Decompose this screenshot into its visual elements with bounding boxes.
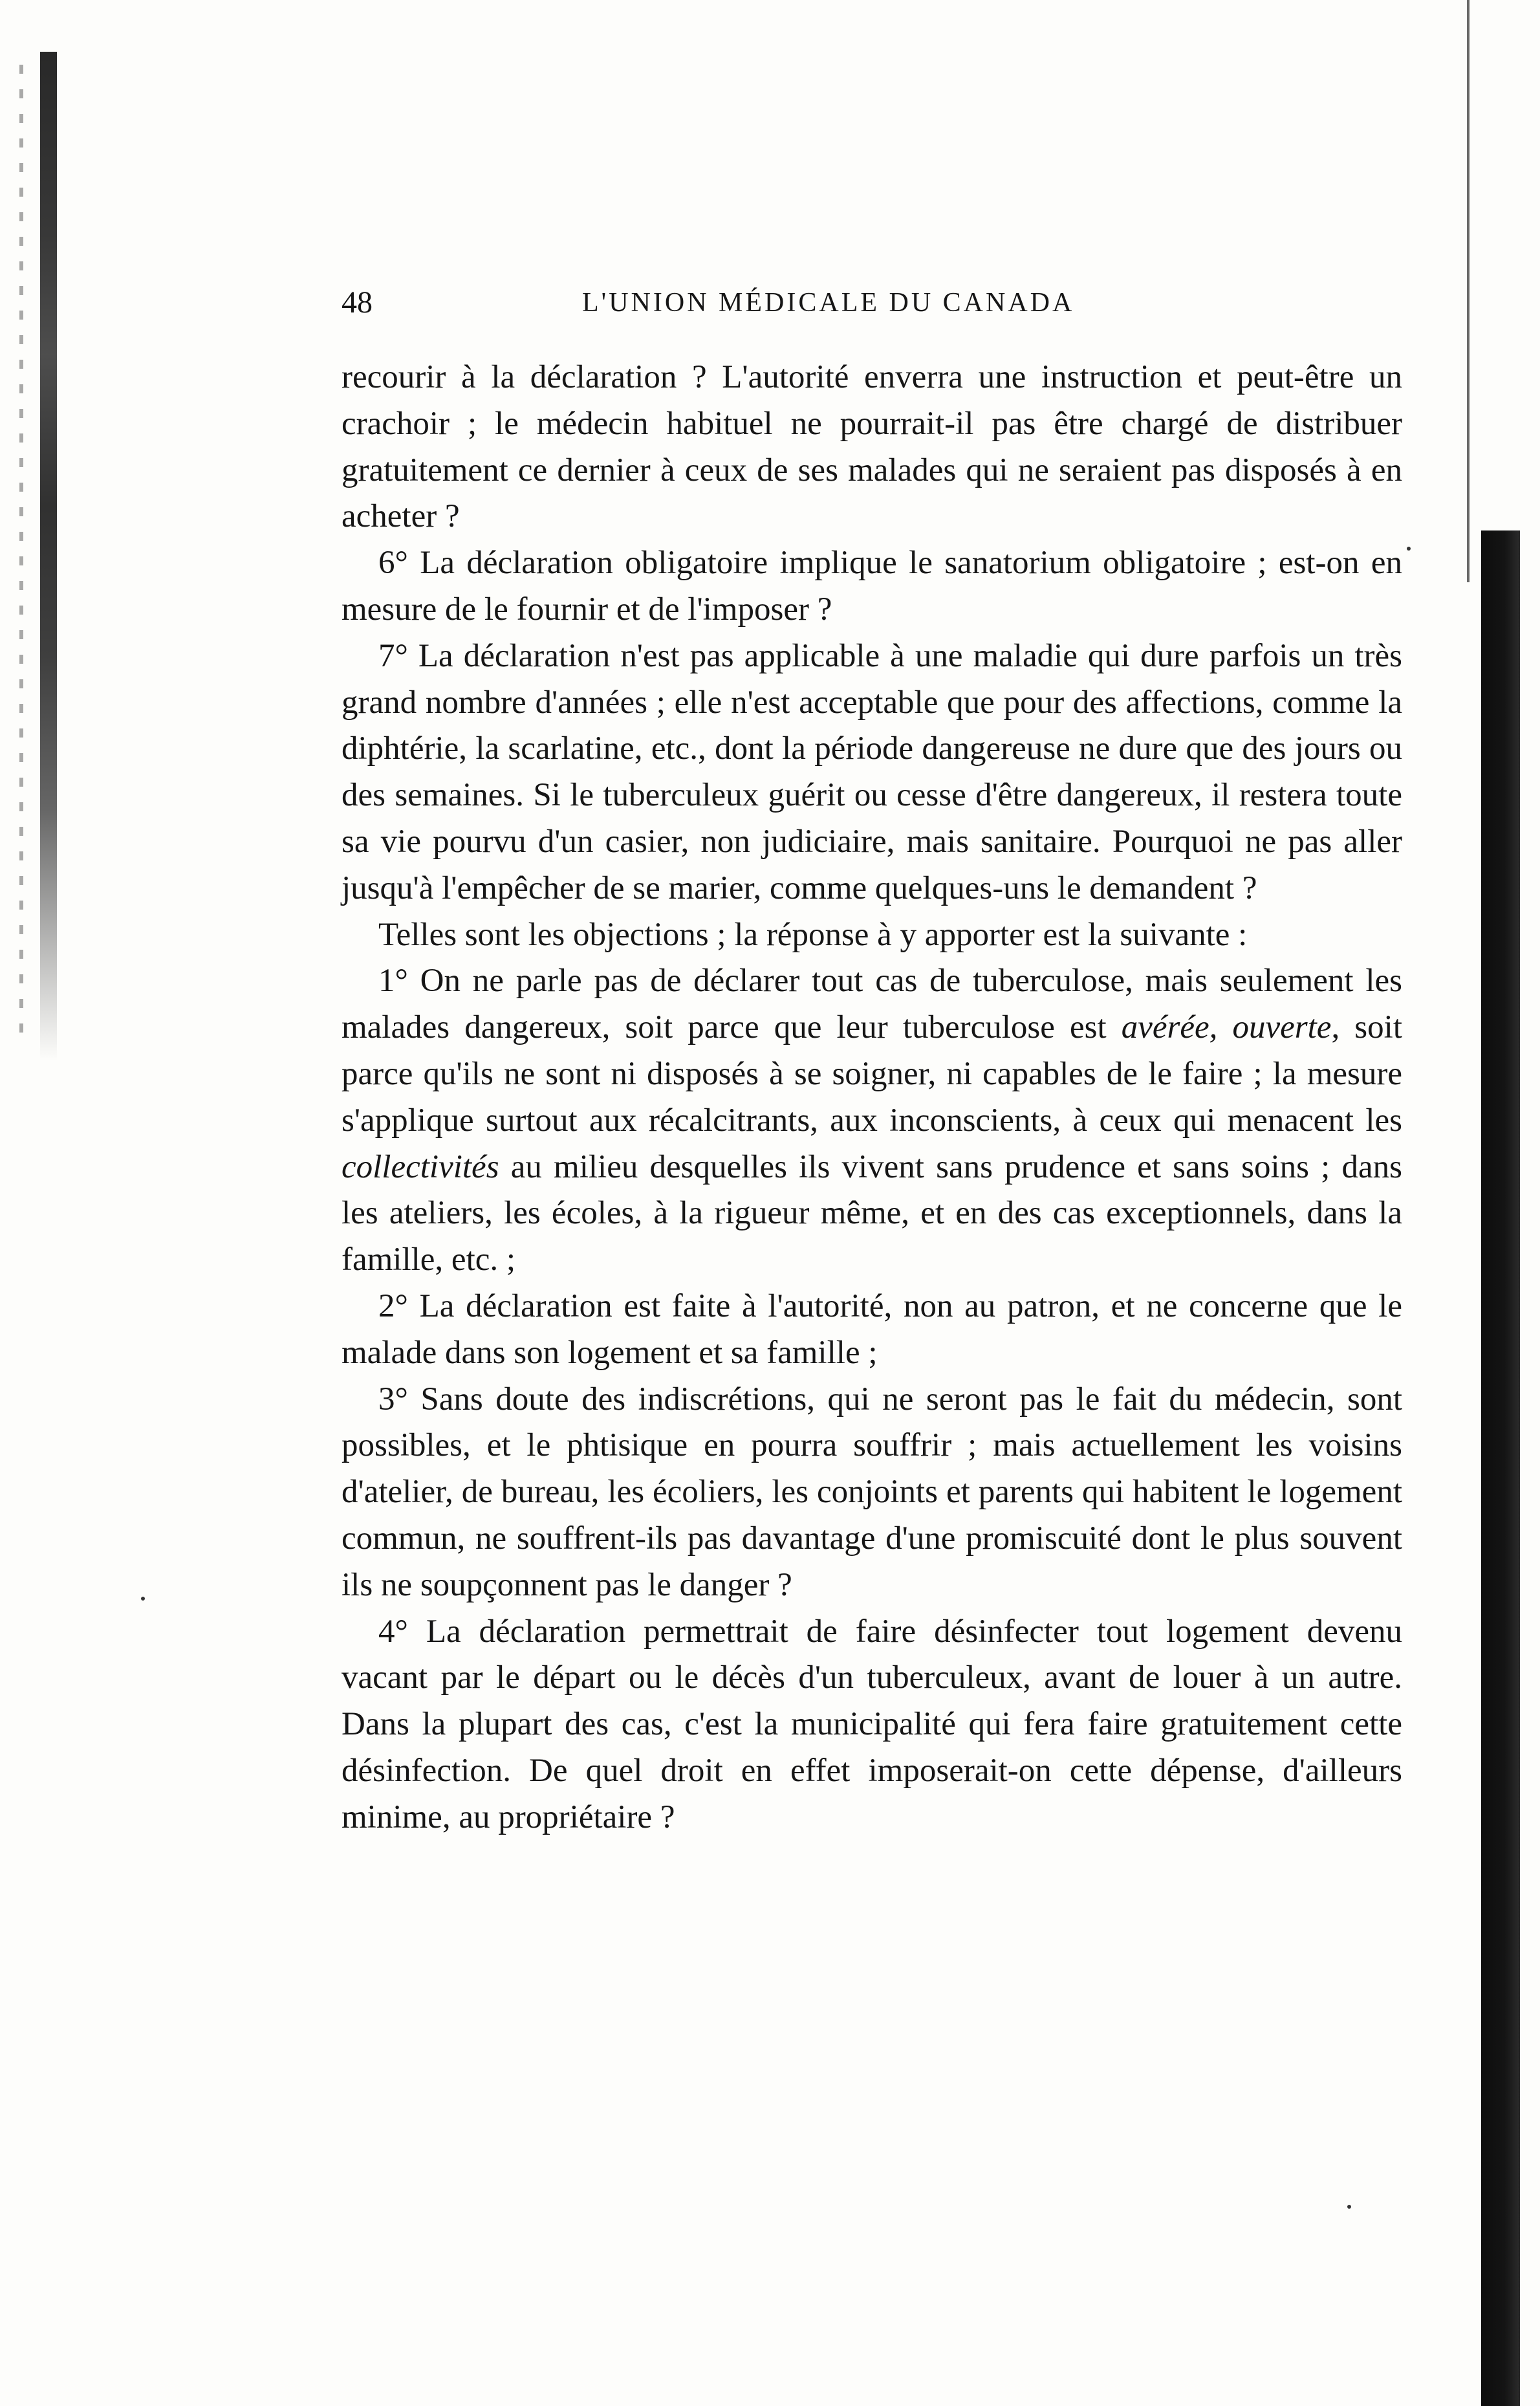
scan-speck bbox=[1407, 547, 1411, 551]
paragraph-response-1 bbox=[342, 958, 1402, 1284]
scan-speck bbox=[1347, 2205, 1351, 2209]
text-segment: au milieu desquelles ils vivent sans prudence et sans soins ; dans les ateliers, les écoles, à la rigueur même, et en des cas exceptionnels, dans la famille, etc. ; bbox=[342, 1148, 1402, 1278]
page-number: 48 bbox=[342, 285, 373, 320]
paragraph-response-3 bbox=[342, 1377, 1402, 1609]
italic-text: collectivités bbox=[342, 1148, 499, 1185]
text-segment: 7° La déclaration n'est pas applicable à une maladie qui dure parfois un très grand nombre d'années ; elle n'est acceptable que pour des affections, comme la diphtérie, la scarlatine, etc., dont la période dangereuse ne dure que des jours ou des semaines. Si le tuberculeux guérit ou cesse d'être dangereux, il restera toute sa vie pourvu d'un casier, non judiciaire, mais sanitaire. Pourquoi ne pas aller jusqu'à l'empêcher de se marier, comme quelques-uns le demandent ? bbox=[342, 637, 1402, 906]
scan-binding-shadow bbox=[40, 52, 57, 1061]
text-segment: Telles sont les objections ; la réponse à y apporter est la suivante : bbox=[378, 916, 1248, 953]
body-text bbox=[342, 355, 1402, 1841]
scan-right-hairline bbox=[1467, 0, 1470, 582]
paragraph-response-2 bbox=[342, 1284, 1402, 1377]
scan-speck bbox=[141, 1597, 145, 1601]
scan-edge-marks bbox=[19, 65, 23, 1035]
paragraph-response-intro bbox=[342, 912, 1402, 959]
text-segment: 4° La déclaration permettrait de faire désinfecter tout logement devenu vacant par le départ ou le décès d'un tuberculeux, avant de louer à un autre. Dans la plupart des cas, c'est la municipalité qui fera faire gratuitement cette désinfection. De quel droit en effet imposerait-on cette dépense, d'ailleurs minime, au propriétaire ? bbox=[342, 1613, 1402, 1835]
text-segment: 2° La déclaration est faite à l'autorité, non au patron, et ne concerne que le malade dans son logement et sa famille ; bbox=[342, 1287, 1402, 1371]
scan-right-edge-gap bbox=[1481, 0, 1520, 530]
paragraph-continuation bbox=[342, 355, 1402, 540]
text-segment: 1° On ne parle pas de déclarer tout cas de tuberculose, mais seulement les malades dangereux, soit parce que leur tuberculose est bbox=[342, 963, 1402, 1046]
text-segment: 6° La déclaration obligatoire implique le sanatorium obligatoire ; est-on en mesure de le fournir et de l'imposer ? bbox=[342, 545, 1402, 628]
text-segment: recourir à la déclaration ? L'autorité enverra une instruction et peut-être un crachoir ; le médecin habituel ne pourrait-il pas être chargé de distribuer gratuitement ce dernier à ceux de ses malades qui ne seraient pas disposés à en acheter ? bbox=[342, 359, 1402, 535]
running-header bbox=[342, 285, 1144, 323]
text-segment: 3° Sans doute des indiscrétions, qui ne seront pas le fait du médecin, sont possibles, et le phtisique en pourra souffrir ; mais actuellement les voisins d'atelier, de bureau, les écoliers, les conjoints et parents qui habitent le logement commun, ne souffrent-ils pas davantage d'une promiscuité dont le plus souvent ils ne soupçonnent pas le danger ? bbox=[342, 1381, 1402, 1603]
running-title: L'UNION MÉDICALE DU CANADA bbox=[582, 288, 1075, 318]
paragraph-objection-7 bbox=[342, 633, 1402, 912]
paragraph-response-4 bbox=[342, 1609, 1402, 1841]
paragraph-objection-6 bbox=[342, 540, 1402, 633]
text-segment: , soit parce qu'ils ne sont ni disposés à se soigner, ni capables de le faire ; la mesure s'applique surtout aux récalcitrants, aux inconscients, à ceux qui menacent les bbox=[342, 1009, 1402, 1139]
italic-text: avérée, ouverte bbox=[1121, 1009, 1332, 1046]
